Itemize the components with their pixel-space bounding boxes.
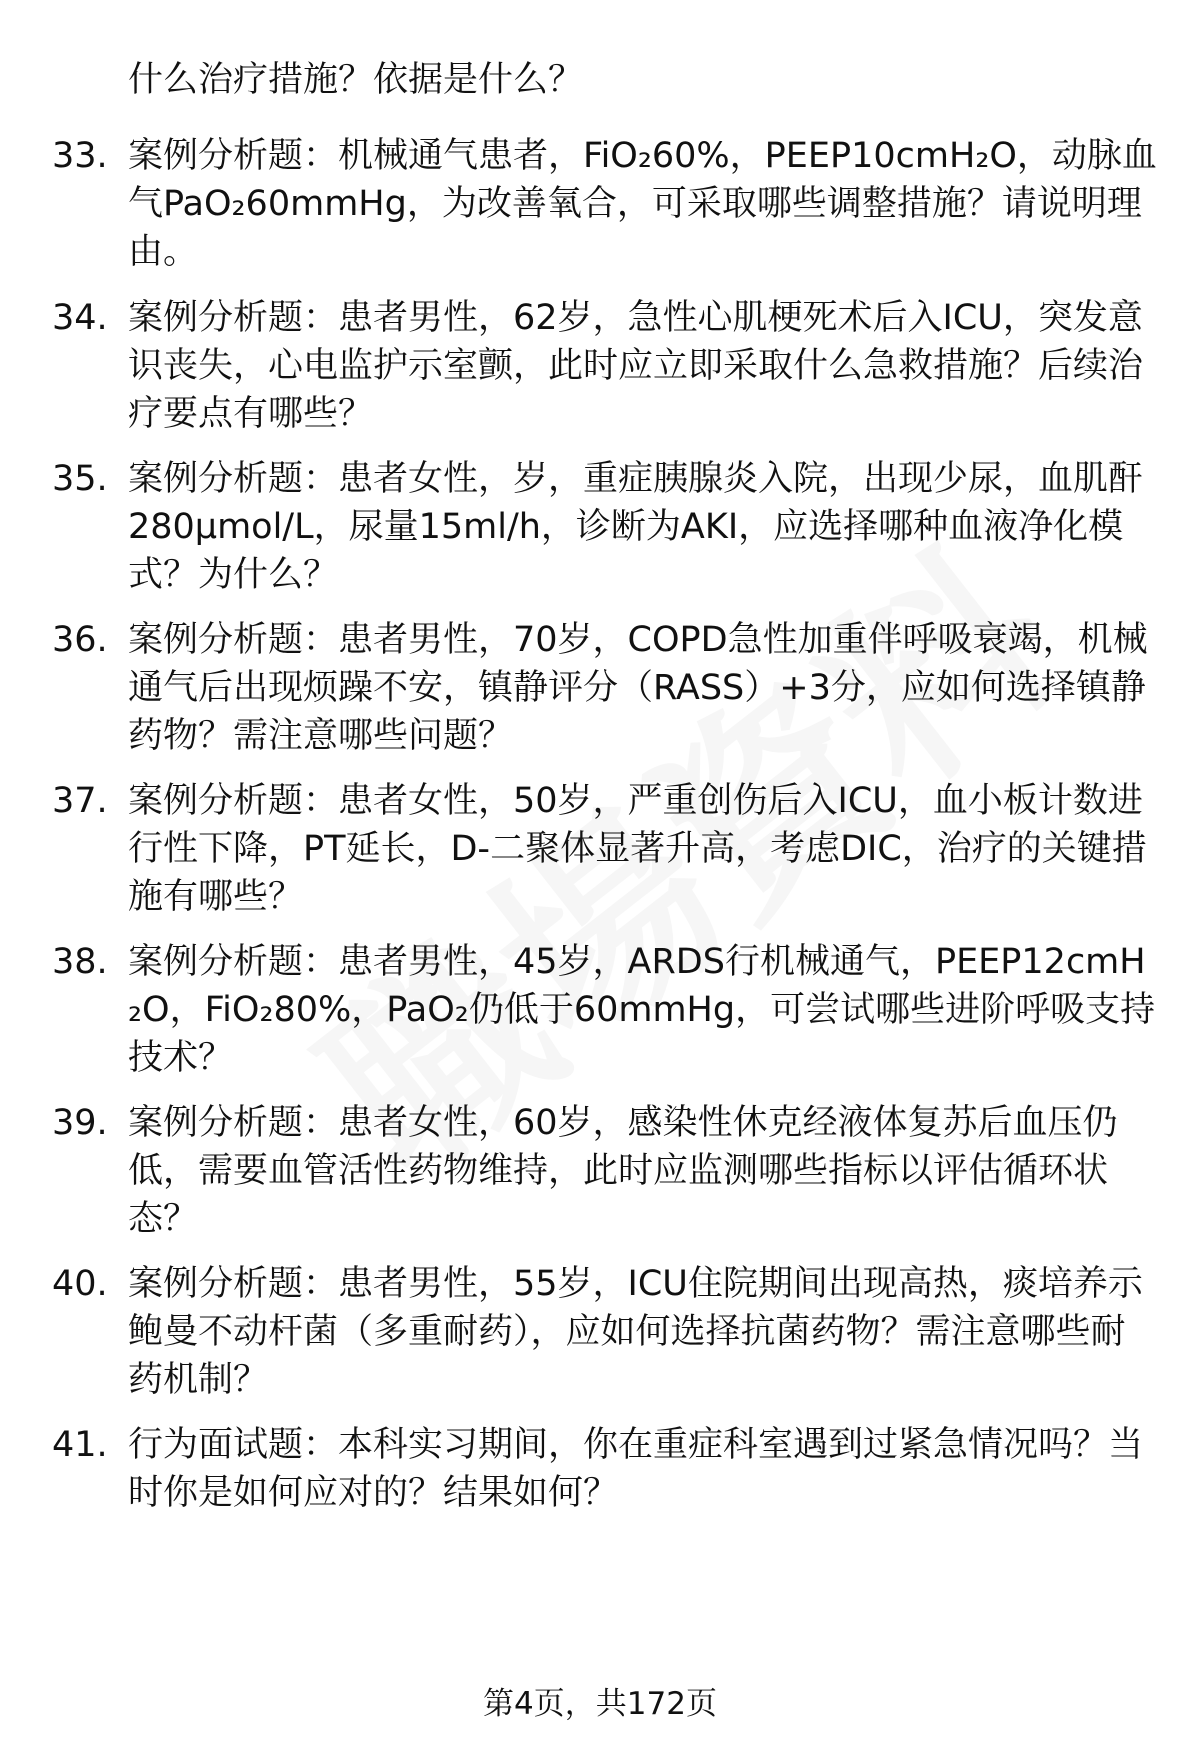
question-text: 案例分析题：患者男性，70岁，COPD急性加重伴呼吸衰竭，机械通气后出现烦躁不安，镇静评分（RASS）+3分，应如何选择镇静药物？需注意哪些问题？ bbox=[128, 620, 1148, 756]
question-number: 41. bbox=[52, 1425, 108, 1465]
question-number: 39. bbox=[52, 1103, 108, 1143]
page-footer: 第4页，共172页 bbox=[483, 1686, 717, 1722]
question-number: 37. bbox=[52, 781, 108, 821]
question-number: 35. bbox=[52, 459, 108, 499]
question-text: 案例分析题：患者女性，60岁，感染性休克经液体复苏后血压仍低，需要血管活性药物维持，此时应监测哪些指标以评估循环状态？ bbox=[128, 1103, 1118, 1239]
question-text: 行为面试题：本科实习期间，你在重症科室遇到过紧急情况吗？当时你是如何应对的？结果如何？ bbox=[128, 1425, 1144, 1513]
question-number: 38. bbox=[52, 942, 108, 982]
continued-question-text: 什么治疗措施？依据是什么？ bbox=[128, 60, 584, 100]
question-text: 案例分析题：患者男性，55岁，ICU住院期间出现高热，痰培养示鲍曼不动杆菌（多重耐药），应如何选择抗菌药物？需注意哪些耐药机制？ bbox=[128, 1264, 1143, 1400]
question-text: 案例分析题：患者女性，50岁，严重创伤后入ICU，血小板计数进行性下降，PT延长，D-二聚体显著升高，考虑DIC，治疗的关键措施有哪些？ bbox=[128, 781, 1147, 917]
question-number: 33. bbox=[52, 136, 108, 176]
question-text: 案例分析题：患者男性，45岁，ARDS行机械通气，PEEP12cmH₂O，FiO₂80%，PaO₂仍低于60mmHg，可尝试哪些进阶呼吸支持技术？ bbox=[128, 942, 1156, 1078]
question-text: 案例分析题：患者男性，62岁，急性心肌梗死术后入ICU，突发意识丧失，心电监护示室颤，此时应立即采取什么急救措施？后续治疗要点有哪些？ bbox=[128, 298, 1144, 434]
question-text: 案例分析题：机械通气患者，FiO₂60%，PEEP10cmH₂O，动脉血气PaO₂60mmHg，为改善氧合，可采取哪些调整措施？请说明理由。 bbox=[128, 136, 1157, 272]
question-number: 34. bbox=[52, 298, 108, 338]
question-text: 案例分析题：患者女性，岁，重症胰腺炎入院，出现少尿，血肌酐280μmol/L，尿量15ml/h，诊断为AKI，应选择哪种血液净化模式？为什么？ bbox=[128, 459, 1144, 595]
question-number: 40. bbox=[52, 1264, 108, 1304]
question-number: 36. bbox=[52, 620, 108, 660]
